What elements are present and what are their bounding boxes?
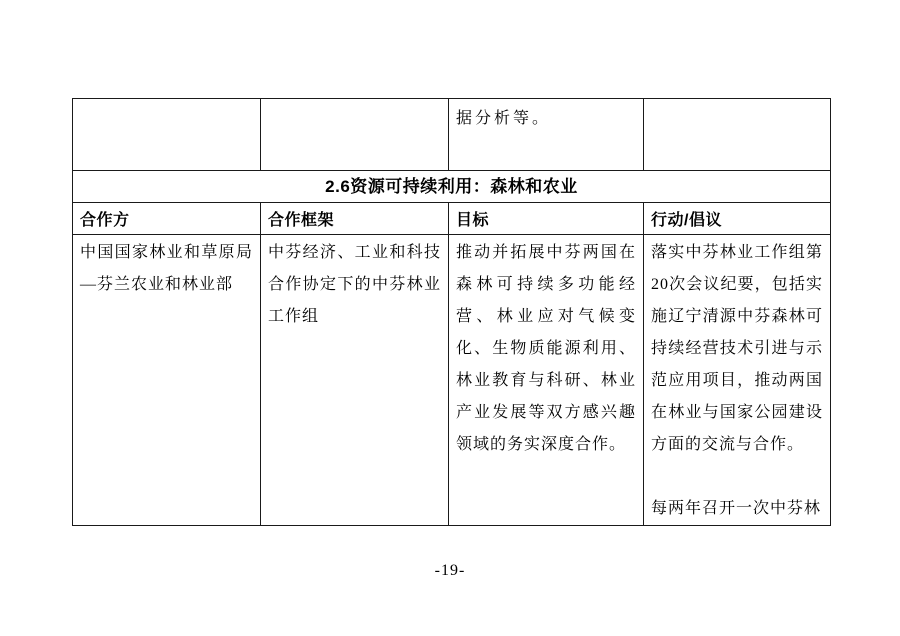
actions-cell: [644, 235, 831, 526]
empty-cell: [644, 99, 831, 171]
section-title: 2.6资源可持续利用：森林和农业: [73, 171, 831, 203]
objective-continuation-cell: [449, 99, 644, 171]
framework-cell: [261, 235, 449, 526]
col-header-actions: 行动/倡议: [644, 203, 831, 235]
col-header-framework: 合作框架: [261, 203, 449, 235]
table-header-row: [73, 203, 831, 235]
framework-text: 中芬经济、工业和科技合作协定下的中芬林业工作组: [268, 244, 441, 325]
partner-text: 中国国家林业和草原局—芬兰农业和林业部: [80, 244, 253, 293]
cooperation-table: [72, 98, 831, 526]
empty-cell: [261, 99, 449, 171]
actions-paragraph-2: 每两年召开一次中芬林: [651, 500, 822, 517]
section-header-row: [73, 171, 831, 203]
col-header-objective: 目标: [449, 203, 644, 235]
partner-cell: [73, 235, 261, 526]
page-number: -19-: [434, 562, 466, 579]
col-header-partner: 合作方: [73, 203, 261, 235]
objective-text: 推动并拓展中芬两国在森林可持续多功能经营、林业应对气候变化、生物质能源利用、林业教育与科研、林业产业发展等双方感兴趣领域的务实深度合作。: [456, 244, 636, 453]
objective-continuation-text: 据分析等。: [456, 110, 552, 127]
continuation-row: [73, 99, 831, 171]
empty-cell: [73, 99, 261, 171]
table-row: [73, 235, 831, 526]
objective-cell: [449, 235, 644, 526]
actions-paragraph-1: 落实中芬林业工作组第20次会议纪要，包括实施辽宁清源中芬森林可持续经营技术引进与示范应用项目，推动两国在林业与国家公园建设方面的交流与合作。: [651, 244, 823, 453]
